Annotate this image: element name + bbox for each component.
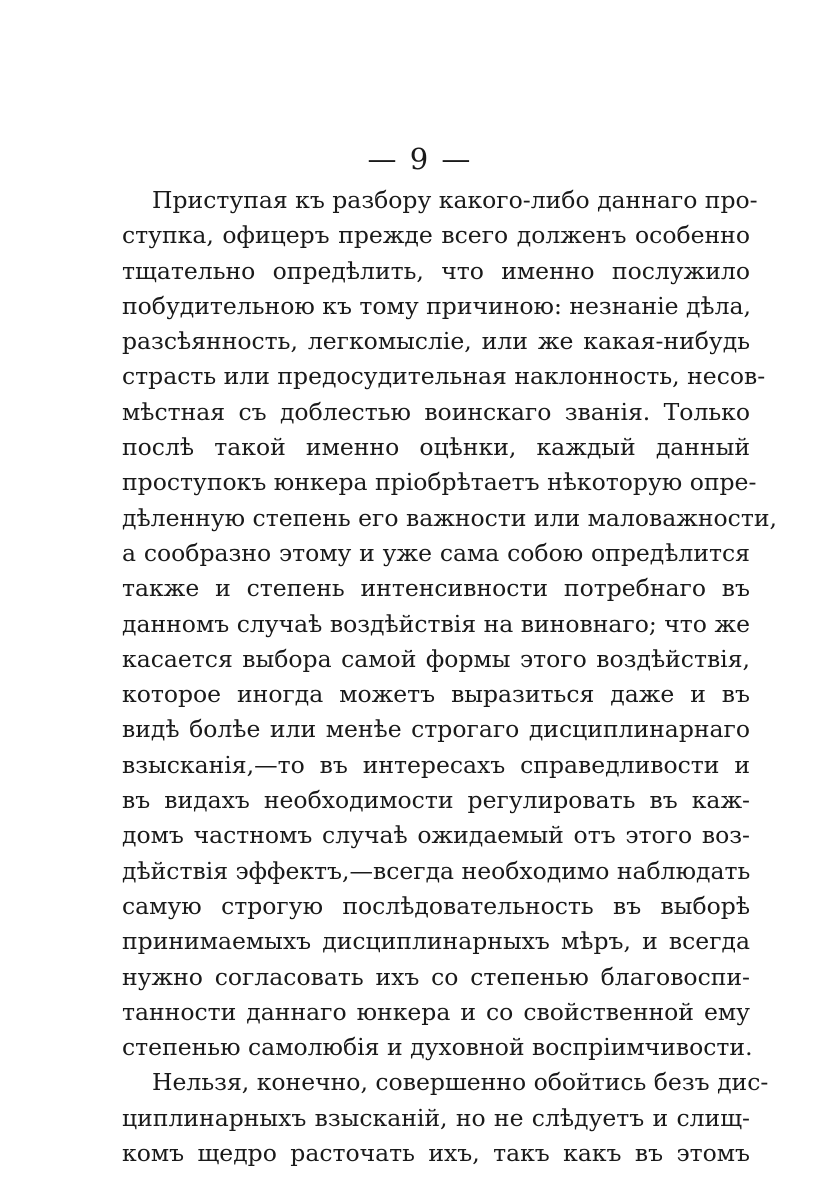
text-line: послѣ такой именно оцѣнки, каждый данный	[122, 433, 750, 462]
text-line: взысканія,—то въ интересахъ справедливости и	[122, 750, 750, 779]
text-line: ступка, офицеръ прежде всего долженъ особенно	[122, 221, 750, 250]
text-line: тщательно опредѣлить, что именно послужило	[122, 256, 750, 285]
text-line: а сообразно этому и уже сама собою опредѣлится	[122, 538, 750, 567]
text-line: видѣ болѣе или менѣе строгаго дисциплинарнаго	[122, 715, 750, 744]
text-line: которое иногда можетъ выразиться даже и въ	[122, 680, 750, 709]
text-line: циплинарныхъ взысканій, но не слѣдуетъ и слищ-	[122, 1103, 750, 1132]
text-line: мѣстная съ доблестью воинскаго званія. Только	[122, 397, 750, 426]
text-line: степенью самолюбія и духовной воспріимчивости.	[122, 1033, 753, 1062]
text-line: страсть или предосудительная наклонность, несов-	[122, 362, 766, 391]
text-line: нужно согласовать ихъ со степенью благовоспи-	[122, 962, 750, 991]
text-line: танности даннаго юнкера и со свойственной ему	[122, 997, 750, 1026]
text-line: данномъ случаѣ воздѣйствія на виновнаго; что же	[122, 609, 750, 638]
text-line: самую строгую послѣдовательность въ выборѣ	[122, 891, 750, 920]
body-text	[122, 183, 777, 1171]
text-line: разсѣянность, легкомысліе, или же какая-нибудь	[122, 327, 750, 356]
text-line: домъ частномъ случаѣ ожидаемый отъ этого воз-	[122, 821, 750, 850]
text-line: побудительною къ тому причиною: незнаніе дѣла,	[122, 291, 752, 320]
text-line: дѣйствія эффектъ,—всегда необходимо наблюдать	[122, 856, 751, 885]
text-line: комъ щедро расточать ихъ, такъ какъ въ этомъ	[122, 1139, 750, 1168]
page-number: — 9 —	[367, 142, 473, 176]
text-line: въ видахъ необходимости регулировать въ каж-	[122, 786, 750, 815]
text-line: Приступая къ разбору какого-либо даннаго про-	[152, 186, 758, 214]
text-line: также и степень интенсивности потребнаго въ	[122, 574, 750, 603]
text-line: принимаемыхъ дисциплинарныхъ мѣръ, и всегда	[122, 927, 750, 956]
text-line: Нельзя, конечно, совершенно обойтись безъ дис-	[152, 1068, 769, 1097]
text-line: дѣленную степень его важности или маловажности,	[122, 503, 777, 532]
text-line: проступокъ юнкера пріобрѣтаетъ нѣкоторую опре-	[122, 468, 757, 497]
text-line: касается выбора самой формы этого воздѣйствія,	[122, 644, 750, 673]
